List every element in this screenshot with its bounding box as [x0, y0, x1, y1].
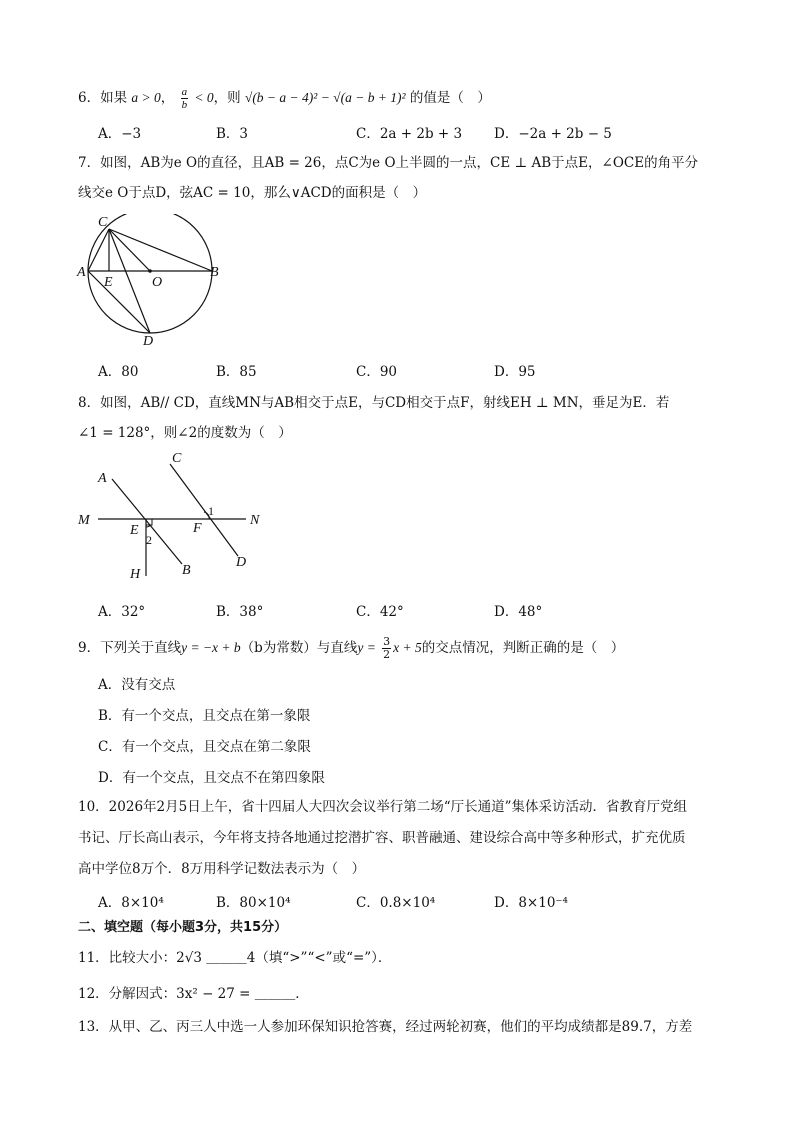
- q7-label-b: B: [210, 265, 219, 280]
- q10-option-c[interactable]: C．0.8×10⁴: [356, 895, 436, 911]
- q8-option-d[interactable]: D．48°: [494, 604, 543, 620]
- q6-fraction-numerator: a: [181, 86, 188, 98]
- q8-label-c: C: [172, 452, 182, 466]
- q6-fraction: [181, 86, 189, 111]
- q7-label-e: E: [104, 275, 113, 290]
- q9-option-c[interactable]: C．有一个交点，且交点在第二象限: [98, 739, 311, 755]
- q10-option-b[interactable]: B．80×10⁴: [216, 895, 291, 911]
- q9-text-c: 的交点情况，判断正确的是（ ）: [421, 640, 625, 656]
- q9-line-equation-1: y = −x + b: [181, 640, 241, 655]
- q8-label-angle-1: 1: [208, 504, 214, 518]
- q8-parallel-lines-figure: [74, 452, 274, 584]
- q6-condition-2: < 0: [194, 90, 214, 105]
- q6-fraction-denominator: b: [181, 99, 188, 111]
- question-10-line-2: 书记、厅长高山表示，今年将支持各地通过挖潜扩容、职普融通、建设综合高中等多种形式，扩充优质: [78, 830, 686, 846]
- q9-fraction-numerator: 3: [383, 635, 391, 648]
- q6-option-d[interactable]: D．−2a + 2b − 5: [494, 126, 612, 142]
- q9-text-a: 9．下列关于直线: [78, 640, 182, 656]
- q8-label-m: M: [78, 513, 90, 528]
- q8-line-cd: [170, 464, 238, 556]
- q9-option-d[interactable]: D．有一个交点，且交点不在第四象限: [98, 770, 325, 786]
- q7-option-b[interactable]: B．85: [216, 364, 257, 380]
- q7-segment-co: [109, 229, 150, 271]
- q7-chord-cd: [109, 229, 150, 333]
- q8-option-a[interactable]: A．32°: [98, 604, 146, 620]
- question-10-line-1: 10．2026年2月5日上午，省十四届人大四次会议举行第二场“厅长通道”集体采访活动．省教育厅党组: [78, 799, 688, 815]
- q6-radical-expression: √(b − a − 4)² − √(a − b + 1)²: [244, 90, 406, 105]
- q6-text-c: 的值是（ ）: [409, 90, 491, 106]
- q7-label-a: A: [77, 265, 86, 280]
- q7-option-d[interactable]: D．95: [494, 364, 536, 380]
- question-11: 11．比较大小：2√3 ＿＿＿4（填“>”“<”或“=”）．: [78, 950, 392, 966]
- q8-label-n: N: [250, 513, 260, 528]
- section-2-heading: 二、填空题（每小题3分，共15分）: [78, 920, 288, 935]
- question-9-stem: [78, 636, 624, 661]
- q8-label-angle-2: 2: [146, 533, 152, 547]
- q7-option-a[interactable]: A．80: [98, 364, 139, 380]
- q9-fraction-denominator: 2: [383, 648, 391, 661]
- question-8-line-1: 8．如图，AB// CD，直线MN与AB相交于点E，与CD相交于点F，射线EH ⊥ MN，垂足为E．若: [78, 395, 670, 411]
- q7-option-c[interactable]: C．90: [356, 364, 398, 380]
- q9-option-a[interactable]: A．没有交点: [98, 677, 176, 693]
- q7-chord-ad: [88, 271, 150, 333]
- question-7-line-1: 7．如图，AB为e O的直径，且AB = 26，点C为e O上半圆的一点，CE ⊥ AB于点E，∠OCE的角平分: [78, 155, 699, 171]
- question-7-line-2: 线交e O于点D，弦AC = 10，那么∨ACD的面积是（ ）: [78, 185, 427, 201]
- q10-option-d[interactable]: D．8×10⁻⁴: [494, 895, 568, 911]
- q8-option-c[interactable]: C．42°: [356, 604, 404, 620]
- q6-text-a: 6．如果: [78, 90, 128, 106]
- q6-text-b: ，则: [213, 90, 241, 106]
- q7-label-c: C: [98, 215, 108, 230]
- q8-label-a: A: [98, 471, 107, 486]
- q10-option-a[interactable]: A．8×10⁴: [98, 895, 164, 911]
- q9-line-equation-2-left: y =: [357, 640, 376, 655]
- q8-label-b: B: [182, 563, 191, 578]
- q8-label-d: D: [236, 555, 247, 570]
- q8-line-ab: [112, 479, 182, 564]
- q8-label-e: E: [130, 523, 139, 538]
- q8-option-b[interactable]: B．38°: [216, 604, 264, 620]
- question-12: 12．分解因式：3x² − 27 = ＿＿＿．: [78, 986, 309, 1002]
- question-6-stem: 6．如果 a > 0， $\frac{a}{b}$ < 0，则 √(b − a − 4)² − √(a − b + 1)² 的值是（ ）: [78, 86, 491, 111]
- q6-option-b[interactable]: B．3: [216, 126, 249, 142]
- q9-text-b: （b为常数）与直线: [240, 640, 358, 656]
- question-13-line-1: 13．从甲、乙、丙三人中选一人参加环保知识抢答赛，经过两轮初赛，他们的平均成绩都是89.7，方差: [78, 1019, 693, 1035]
- q7-circle-o: [88, 214, 212, 333]
- q6-option-a[interactable]: A．−3: [98, 126, 142, 142]
- q6-condition-1: a > 0: [131, 90, 161, 105]
- q7-center-dot: [148, 269, 152, 273]
- q7-label-o: O: [152, 275, 163, 290]
- q8-label-h: H: [130, 567, 141, 582]
- question-8-line-2: ∠1 = 128°，则∠2的度数为（ ）: [78, 425, 292, 441]
- q7-label-d: D: [143, 334, 154, 349]
- q6-option-c[interactable]: C．2a + 2b + 3: [356, 126, 463, 142]
- q9-fraction: [382, 636, 391, 661]
- q7-circle-figure: [74, 214, 234, 350]
- q9-line-equation-2-right: x + 5: [393, 640, 422, 655]
- q7-chord-cb: [109, 229, 212, 271]
- q9-option-b[interactable]: B．有一个交点，且交点在第一象限: [98, 708, 311, 724]
- question-10-line-3: 高中学位8万个．8万用科学记数法表示为（ ）: [78, 861, 366, 877]
- q8-label-f: F: [193, 521, 202, 536]
